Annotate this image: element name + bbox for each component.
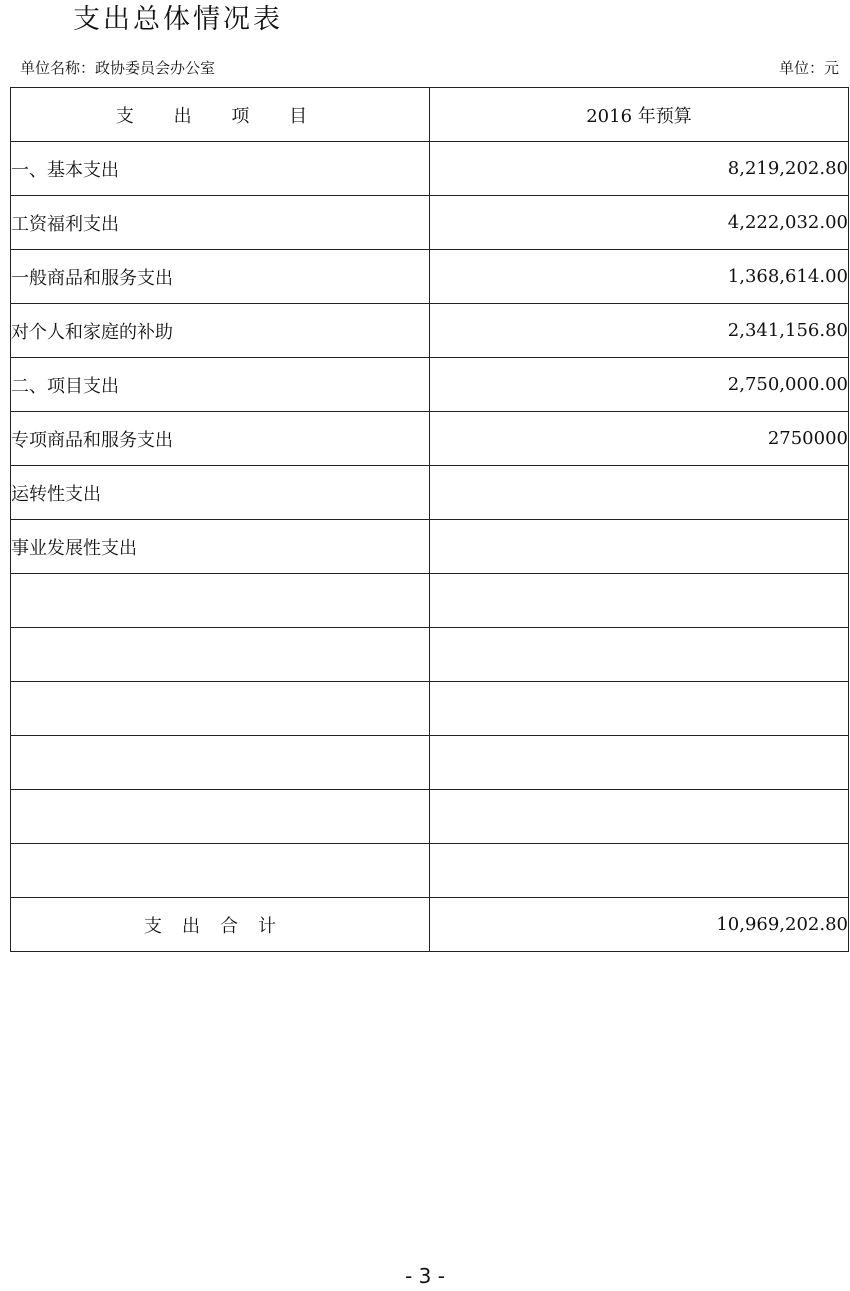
total-label: 支出合计: [11, 898, 430, 952]
row-value-project-expenditure: 2,750,000.00: [430, 358, 849, 412]
empty-cell: [11, 790, 430, 844]
row-value-goods-services: 1,368,614.00: [430, 250, 849, 304]
empty-cell: [11, 574, 430, 628]
page-number: - 3 -: [405, 1264, 445, 1288]
row-label-basic-expenditure: 一、基本支出: [11, 142, 430, 196]
row-label-operational: 运转性支出: [11, 466, 430, 520]
empty-cell: [430, 574, 849, 628]
table-row: [11, 520, 849, 574]
table-row: [11, 412, 849, 466]
empty-cell: [11, 736, 430, 790]
empty-cell: [430, 628, 849, 682]
row-value-special-goods-services: 2750000: [430, 412, 849, 466]
row-label-special-goods-services: 专项商品和服务支出: [11, 412, 430, 466]
table-row: [11, 358, 849, 412]
empty-cell: [11, 628, 430, 682]
row-label-personal-subsidy: 对个人和家庭的补助: [11, 304, 430, 358]
table-row: [11, 142, 849, 196]
expenditure-table: [10, 87, 849, 952]
row-value-wages-welfare: 4,222,032.00: [430, 196, 849, 250]
empty-row: [11, 682, 849, 736]
total-row: [11, 898, 849, 952]
empty-cell: [11, 844, 430, 898]
empty-cell: [430, 736, 849, 790]
table-header-row: [11, 88, 849, 142]
row-label-project-expenditure: 二、项目支出: [11, 358, 430, 412]
empty-row: [11, 628, 849, 682]
currency-unit-label: 单位：元: [778, 59, 839, 77]
table-row: [11, 466, 849, 520]
header-item-column: 支 出 项 目: [11, 88, 430, 142]
row-value-personal-subsidy: 2,341,156.80: [430, 304, 849, 358]
page-title: 支出总体情况表: [73, 4, 283, 35]
row-label-wages-welfare: 工资福利支出: [11, 196, 430, 250]
empty-cell: [430, 790, 849, 844]
empty-cell: [11, 682, 430, 736]
table-row: [11, 196, 849, 250]
unit-name-label: 单位名称：政协委员会办公室: [20, 59, 216, 77]
row-value-operational: [430, 466, 849, 520]
header-budget-column: 2016 年预算: [430, 88, 849, 142]
row-value-development: [430, 520, 849, 574]
row-label-development: 事业发展性支出: [11, 520, 430, 574]
empty-cell: [430, 682, 849, 736]
empty-row: [11, 574, 849, 628]
row-label-goods-services: 一般商品和服务支出: [11, 250, 430, 304]
empty-cell: [430, 844, 849, 898]
total-value: 10,969,202.80: [430, 898, 849, 952]
empty-row: [11, 736, 849, 790]
table-row: [11, 304, 849, 358]
empty-row: [11, 844, 849, 898]
row-value-basic-expenditure: 8,219,202.80: [430, 142, 849, 196]
empty-row: [11, 790, 849, 844]
table-row: [11, 250, 849, 304]
